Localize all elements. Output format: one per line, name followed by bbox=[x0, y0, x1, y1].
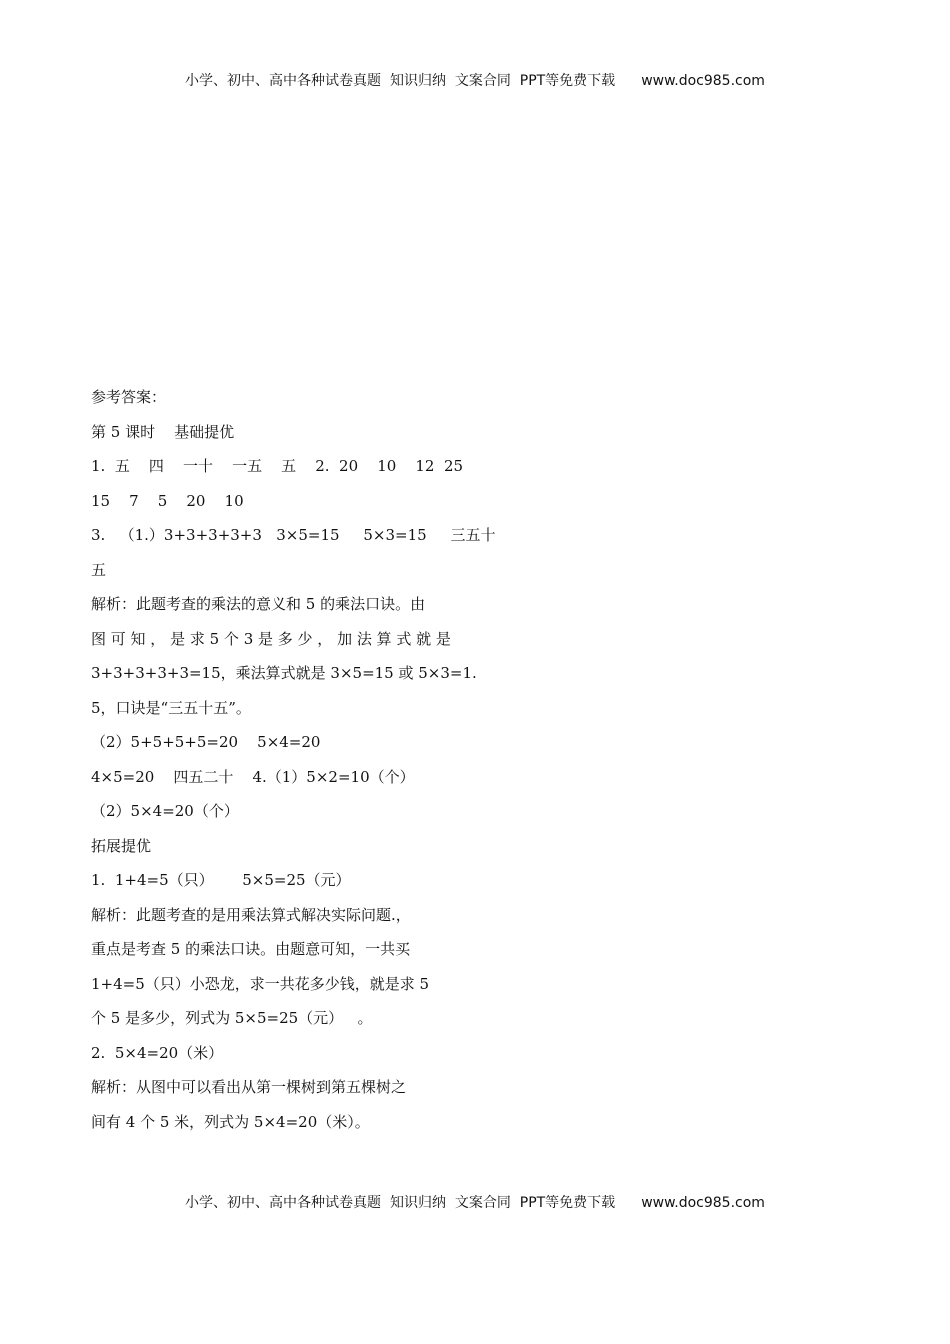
answer-line: （2）5×4=20（个） bbox=[91, 802, 239, 820]
answer-line: 1. 1+4=5（只） 5×5=25（元） bbox=[91, 871, 351, 889]
answer-heading: 参考答案： bbox=[91, 388, 167, 406]
header-site-link[interactable]: www.doc985.com bbox=[641, 73, 765, 89]
section-heading: 拓展提优 bbox=[91, 836, 152, 855]
answer-line: 4×5=20 四五二十 4.（1）5×2=10（个） bbox=[91, 767, 415, 786]
analysis-line: 5，口诀是“三五十五”。 bbox=[91, 698, 251, 717]
analysis-line: 解析：此题考查的是用乘法算式解决实际问题.， bbox=[91, 905, 411, 924]
analysis-line: 重点是考查 5 的乘法口诀。由题意可知，一共买 bbox=[91, 940, 411, 958]
footer-site-link[interactable]: www.doc985.com bbox=[641, 1195, 765, 1211]
answer-content bbox=[91, 386, 496, 1145]
lesson-title: 第 5 课时 基础提优 bbox=[91, 422, 235, 441]
answer-line: （2）5+5+5+5=20 5×4=20 bbox=[91, 733, 321, 751]
answer-line: 1. 五 四 一十 一五 五 2. 20 10 12 25 bbox=[91, 457, 464, 475]
answer-line: 3. （1.）3+3+3+3+3 3×5=15 5×3=15 三五十 bbox=[91, 526, 496, 544]
analysis-line: 解析：从图中可以看出从第一棵树到第五棵树之 bbox=[91, 1078, 407, 1096]
analysis-line: 个 5 是多少，列式为 5×5=25（元） 。 bbox=[91, 1009, 373, 1027]
page-footer bbox=[0, 1192, 950, 1212]
analysis-line: 1+4=5（只）小恐龙，求一共花多少钱，就是求 5 bbox=[91, 974, 430, 993]
analysis-line: 解析：此题考查的乘法的意义和 5 的乘法口诀。由 bbox=[91, 595, 426, 613]
footer-text: 小学、初中、高中各种试卷真题 知识归纳 文案合同 PPT等免费下载 bbox=[185, 1195, 616, 1211]
header-text: 小学、初中、高中各种试卷真题 知识归纳 文案合同 PPT等免费下载 bbox=[185, 73, 616, 89]
analysis-line: 图 可 知 ， 是 求 5 个 3 是 多 少 ， 加 法 算 式 就 是 bbox=[91, 629, 451, 648]
page-header bbox=[0, 70, 950, 90]
answer-line: 2. 5×4=20（米） bbox=[91, 1043, 224, 1062]
answer-line: 五 bbox=[91, 560, 107, 579]
analysis-line: 3+3+3+3+3=15，乘法算式就是 3×5=15 或 5×3=1. bbox=[91, 664, 477, 682]
answer-line: 15 7 5 20 10 bbox=[91, 491, 244, 510]
analysis-line: 间有 4 个 5 米，列式为 5×4=20（米）。 bbox=[91, 1112, 370, 1131]
